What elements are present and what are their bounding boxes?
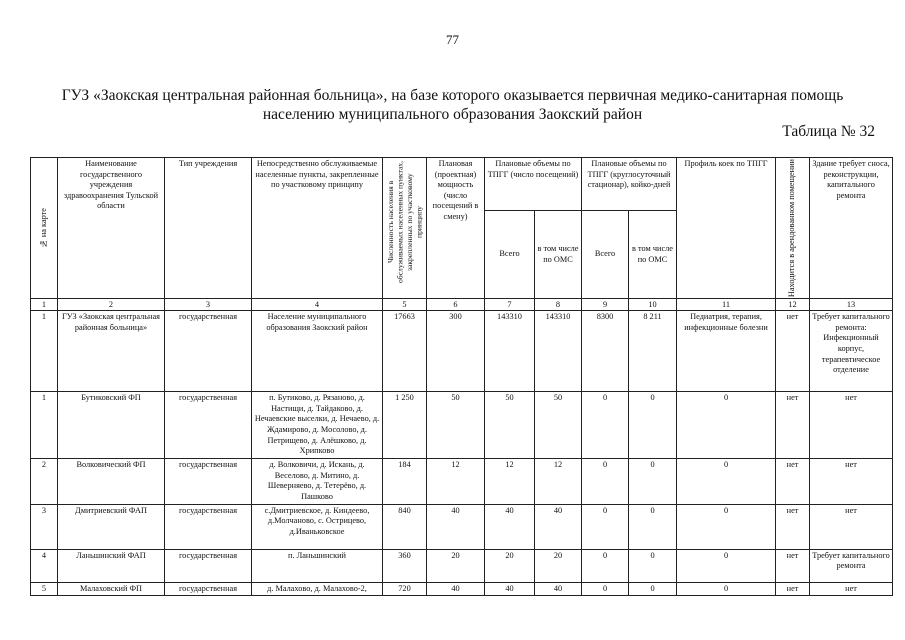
cell-visits-total: 40 [485,504,535,549]
cell-rented: нет [776,582,810,596]
cell-rented: нет [776,549,810,582]
cell-profile: 0 [677,459,776,504]
header-beds-total: Всего [582,211,629,299]
cell-type: государственная [165,549,252,582]
cell-population: 840 [383,504,427,549]
cell-beds-oms: 0 [629,392,677,459]
cell-visits-total: 143310 [485,311,535,392]
cell-capacity: 20 [427,549,485,582]
header-name: Наименование государственного учреждения здравоохранения Тульской области [58,158,165,299]
cell-capacity: 12 [427,459,485,504]
cell-beds-oms: 0 [629,549,677,582]
cell-visits-total: 20 [485,549,535,582]
cell-rented: нет [776,459,810,504]
cell-rented: нет [776,392,810,459]
title-line-1: ГУЗ «Заокская центральная районная больница», на базе которого оказывается первичная медико-санитарная помощь [61,87,844,104]
cell-visits-oms: 12 [535,459,582,504]
cell-num: 1 [31,311,58,392]
cell-name: Малаховский ФП [58,582,165,596]
cell-profile: 0 [677,582,776,596]
table-row [31,459,893,504]
cell-visits-oms: 40 [535,582,582,596]
cell-name: Дмитриевский ФАП [58,504,165,549]
table-row [31,311,893,392]
col-number: 12 [776,299,810,311]
table-row [31,549,893,582]
cell-beds-oms: 8 211 [629,311,677,392]
cell-settlements: п. Ланьшинский [252,549,383,582]
cell-building: нет [810,582,893,596]
cell-capacity: 50 [427,392,485,459]
page-title [40,86,865,124]
cell-name: Волковический ФП [58,459,165,504]
col-number: 1 [31,299,58,311]
cell-capacity: 40 [427,582,485,596]
cell-population: 1 250 [383,392,427,459]
col-number: 9 [582,299,629,311]
cell-visits-oms: 143310 [535,311,582,392]
header-population-text: Численность населения в обслуживаемых населенных пунктах, закрепленных по участковому принципу [385,161,423,284]
cell-building: нет [810,392,893,459]
cell-settlements: Население муниципального образования Заокский район [252,311,383,392]
cell-visits-total: 12 [485,459,535,504]
header-num-map [31,158,58,299]
header-population [383,158,427,299]
title-line-2: населению муниципального образования Заокский район [262,106,643,123]
cell-num: 2 [31,459,58,504]
cell-capacity: 300 [427,311,485,392]
col-number: 8 [535,299,582,311]
header-rented [776,158,810,299]
cell-type: государственная [165,459,252,504]
col-number: 13 [810,299,893,311]
table-row [31,504,893,549]
cell-population: 720 [383,582,427,596]
header-beds-oms: в том числе по ОМС [629,211,677,299]
header-beds-group: Плановые объемы по ТПГГ (круглосуточный стационар), койко-дней [582,158,677,211]
header-num-map-text: № на карте [38,207,48,249]
cell-rented: нет [776,504,810,549]
table-number: Таблица № 32 [782,123,875,140]
hospital-table [30,157,893,596]
col-number: 10 [629,299,677,311]
header-type: Тип учреждения [165,158,252,299]
cell-beds-oms: 0 [629,504,677,549]
cell-visits-oms: 20 [535,549,582,582]
cell-type: государственная [165,311,252,392]
header-settlements: Непосредственно обслуживаемые населенные пункты, закрепленные по участковому принципу [252,158,383,299]
header-visits-group: Плановые объемы по ТПГГ (число посещений) [485,158,582,211]
col-number: 5 [383,299,427,311]
col-number: 6 [427,299,485,311]
col-number: 4 [252,299,383,311]
col-number: 7 [485,299,535,311]
header-visits-oms: в том числе по ОМС [535,211,582,299]
cell-beds-total: 0 [582,392,629,459]
cell-profile: Педиатрия, терапия, инфекционные болезни [677,311,776,392]
cell-visits-total: 40 [485,582,535,596]
cell-num: 4 [31,549,58,582]
cell-building: нет [810,459,893,504]
header-building: Здание требует сноса, реконструкции, капитального ремонта [810,158,893,299]
cell-beds-total: 8300 [582,311,629,392]
cell-beds-total: 0 [582,582,629,596]
cell-beds-oms: 0 [629,459,677,504]
cell-type: государственная [165,392,252,459]
cell-settlements: д. Волковичи, д. Искань, д. Веселово, д. Митино, д. Шеверняево, д. Тетерёво, д. Пашково [252,459,383,504]
cell-profile: 0 [677,504,776,549]
cell-beds-oms: 0 [629,582,677,596]
cell-settlements: п. Бутиково, д. Рязаново, д. Настищи, д. Тайдаково, д. Нечаевские выселки, д. Нечаево, д. Ждамирово, д. Мосолово, д. Петрищево, д. Алёшково, д. Хрипково [252,392,383,459]
cell-name: Бутиковский ФП [58,392,165,459]
header-capacity: Плановая (проектная) мощность (число посещений в смену) [427,158,485,299]
col-number: 2 [58,299,165,311]
cell-visits-oms: 40 [535,504,582,549]
cell-beds-total: 0 [582,504,629,549]
cell-num: 5 [31,582,58,596]
col-number: 11 [677,299,776,311]
header-row-1 [31,158,893,211]
cell-num: 3 [31,504,58,549]
cell-beds-total: 0 [582,549,629,582]
header-visits-total: Всего [485,211,535,299]
table-row [31,582,893,596]
cell-profile: 0 [677,549,776,582]
cell-name: ГУЗ «Заокская центральная районная больница» [58,311,165,392]
cell-building: Требует капитального ремонта [810,549,893,582]
table-row [31,392,893,459]
col-number: 3 [165,299,252,311]
cell-type: государственная [165,582,252,596]
header-rented-text: Находится в арендованном помещении [787,159,797,298]
cell-visits-oms: 50 [535,392,582,459]
cell-population: 360 [383,549,427,582]
page-number: 77 [446,32,459,47]
header-profile: Профиль коек по ТПГГ [677,158,776,299]
cell-profile: 0 [677,392,776,459]
cell-settlements: д. Малахово, д. Малахово-2, [252,582,383,596]
column-numbers-row [31,299,893,311]
cell-type: государственная [165,504,252,549]
cell-building: Требует капитального ремонта: Инфекционный корпус, терапевтическое отделение [810,311,893,392]
cell-rented: нет [776,311,810,392]
cell-beds-total: 0 [582,459,629,504]
cell-population: 17663 [383,311,427,392]
cell-settlements: с.Дмитриевское, д. Киндеево, д.Молчаново, с. Острицево, д.Иваньковское [252,504,383,549]
cell-population: 184 [383,459,427,504]
cell-building: нет [810,504,893,549]
cell-name: Ланьшинский ФАП [58,549,165,582]
cell-capacity: 40 [427,504,485,549]
cell-visits-total: 50 [485,392,535,459]
cell-num: 1 [31,392,58,459]
